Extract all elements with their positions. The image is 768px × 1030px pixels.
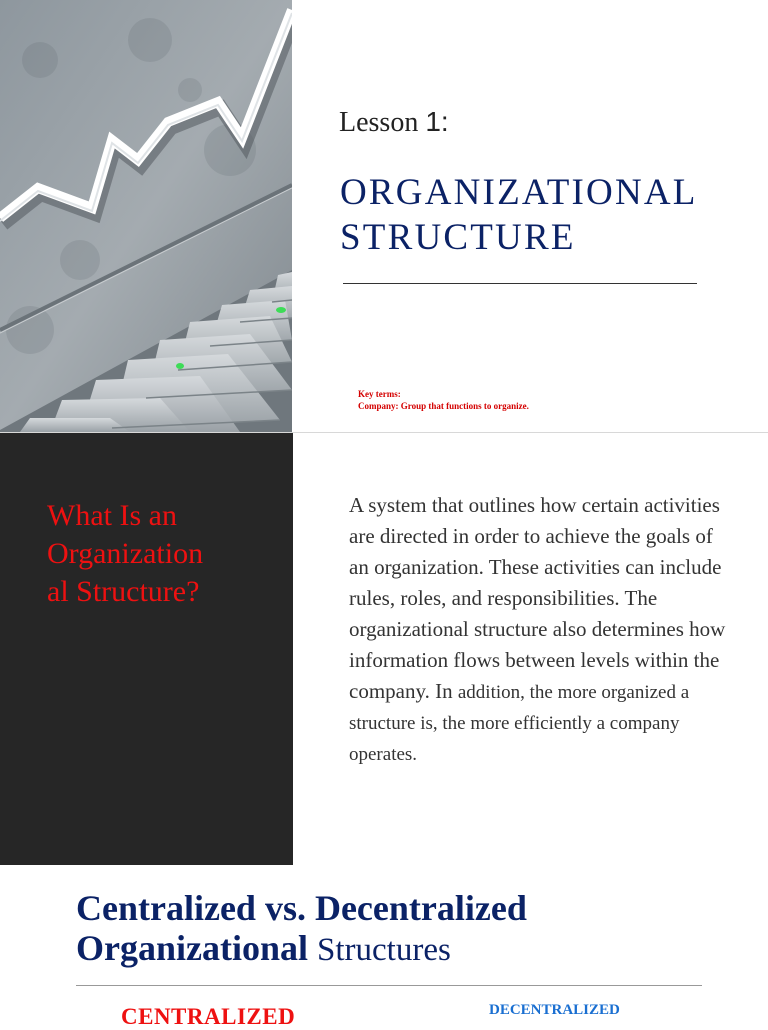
definition-paragraph: [349, 490, 729, 769]
comparison-title-line-2: [76, 928, 736, 970]
question-heading-line-2: Organization: [47, 537, 204, 570]
question-heading: [47, 497, 277, 611]
lesson-number: 1:: [425, 106, 449, 137]
comparison-divider: [76, 985, 702, 986]
staircase-growth-graph-icon: [0, 0, 292, 432]
comparison-title-light: Structures: [317, 932, 451, 968]
hero-image: [0, 0, 292, 432]
lesson-label-text: Lesson: [339, 107, 419, 138]
centralized-heading: CENTRALIZED: [121, 1004, 296, 1029]
definition-main: A system that outlines how certain activities are directed in order to achieve the goals of an organization. These activities can include rules, roles, and responsibilities. The organizational structure also determines how information flows between levels within the company.: [349, 493, 726, 703]
title-divider: [343, 283, 697, 284]
definition-tail: addition, the more organized a structure is, the more efficiently a company operates.: [349, 682, 690, 765]
definition-in: In: [435, 679, 453, 703]
key-terms: [358, 388, 529, 412]
lesson-label: [339, 106, 449, 139]
page-title: [340, 170, 760, 260]
title-line-2: STRUCTURE: [340, 217, 576, 258]
comparison-title-bold: Organizational: [76, 928, 308, 968]
comparison-title: [76, 888, 736, 970]
decentralized-heading: DECENTRALIZED: [489, 1002, 620, 1018]
comparison-title-line-1: Centralized vs. Decentralized: [76, 888, 527, 928]
question-heading-line-1: What Is an: [47, 499, 177, 532]
key-terms-text: Company: Group that functions to organize.: [358, 401, 529, 411]
title-line-1: ORGANIZATIONAL: [340, 172, 698, 213]
question-heading-line-3: al Structure?: [47, 575, 200, 608]
key-terms-label: Key terms:: [358, 389, 401, 399]
